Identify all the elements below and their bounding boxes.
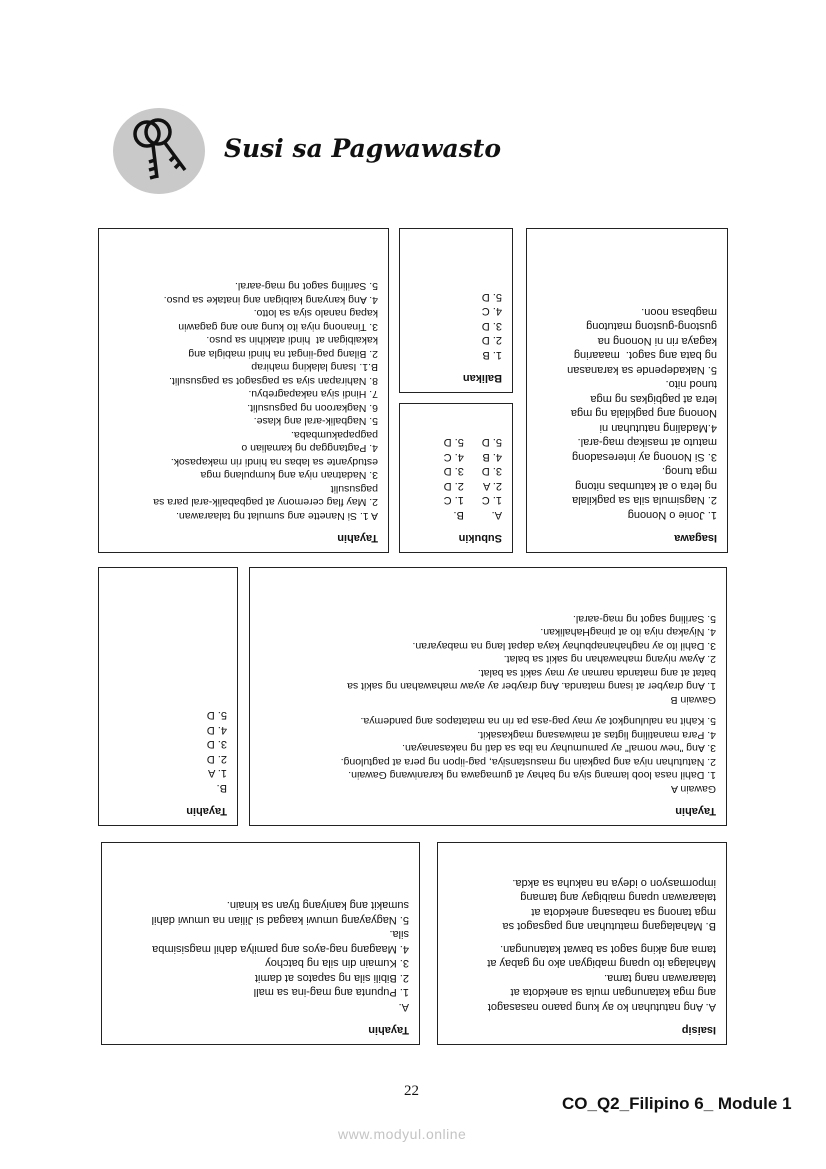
answer-line: B.1. Isang lalaking mahirap: [251, 361, 378, 374]
section-heading: Tayahin: [675, 805, 716, 817]
answer-line: 1. C: [443, 494, 464, 507]
answer-line: [260, 706, 716, 714]
answer-line: 2. Natutuhan niya ang pagkain ng masustansiya, pag-iipon ng pera at pagtulong.: [340, 756, 716, 768]
isaisip-answer-box: [437, 842, 727, 1045]
answer-line: 4.Madaling natutuhan ni: [599, 422, 717, 434]
answer-line: 2. Bilang pag-iingat na hindi mabigla ang: [188, 348, 378, 360]
answer-line: B. Mahalagang matutuhan ang pagsagot sa: [502, 920, 716, 933]
answer-line: 5. D: [481, 291, 502, 303]
answer-line: Gawain A: [671, 783, 716, 795]
answer-line: 5. D: [206, 709, 227, 722]
keys-icon: [113, 108, 205, 194]
answer-line: estudyante sa labas na hindi rin makapasok.: [170, 456, 378, 468]
answer-line: 2. D: [443, 480, 464, 492]
page-number: 22: [404, 1083, 419, 1099]
answer-line: 6. Nagkaroon ng pagsusulit.: [247, 402, 378, 414]
section-heading: Tayahin: [368, 1024, 409, 1036]
answer-line: 4. B: [482, 451, 502, 463]
answer-line: 4. C: [443, 451, 464, 463]
answer-line: ang mga katanungan mula sa anekdota at: [510, 986, 716, 999]
answer-line: ng bata ang sagot. maaaring: [573, 349, 717, 362]
answer-line: matuto at masikap mag-aral.: [577, 436, 717, 449]
section-heading: Tayahin: [337, 532, 378, 544]
answer-line: [448, 934, 716, 942]
section-heading: Tayahin: [186, 805, 227, 817]
answer-line: 5. Sariling sagot ng mag-aaral.: [235, 280, 378, 293]
answer-line: 2. Nagsimula sila sa pagkilala: [572, 494, 717, 507]
answer-line: 5. Nakadepende sa karanasan: [567, 364, 717, 376]
answer-line: gustong-gustong matutong: [586, 320, 717, 333]
answer-line: 3. Kumain din sila ng batchoy: [265, 957, 409, 970]
answer-line: sumakit ang kaniyang tiyan sa kinain.: [226, 899, 409, 912]
answer-line: 3. D: [443, 465, 464, 478]
tayahin-answer-box-bottom: [101, 842, 420, 1045]
answer-line: 4. Maagang nag-ayos ang pamilya dahil magsisimba: [152, 943, 409, 955]
answer-line: pagsusulit: [330, 483, 378, 495]
page-title: Susi sa Pagwawasto: [224, 134, 502, 163]
answer-line: mga tanong sa nabasang anekdota at: [531, 906, 716, 918]
answer-line: 2. A: [483, 480, 502, 492]
answer-line: talaarawan upang maibigay ang tamang: [520, 891, 716, 904]
section-heading: Subukin: [458, 532, 502, 544]
answer-line: pagpapakumbaba.: [291, 429, 378, 441]
answer-line: 1. C: [481, 494, 502, 507]
answer-line: A.: [491, 509, 502, 521]
answer-line: 1. Dahil nasa loob lamang siya ng bahay at gumagawa ng karaniwang Gawain.: [348, 769, 716, 782]
section-heading: Isaisip: [681, 1024, 716, 1036]
watermark: www.modyul.online: [338, 1126, 467, 1142]
answer-line: sila.: [389, 928, 409, 941]
section-heading: Isagawa: [674, 532, 717, 544]
answer-line: 4. Pagtanggap ng kamalian o: [241, 442, 378, 455]
tayahin-answer-box-narrow: [98, 567, 238, 826]
answer-line: impormasyon o ideya na nakuha sa akda.: [512, 877, 716, 889]
module-code: CO_Q2_Filipino 6_ Module 1: [562, 1094, 792, 1113]
answer-line: 5. Kahit na nalulungkot ay may pag-asa pa rin na matatapos ang pandemya.: [360, 715, 716, 728]
answer-line: 4. Niyakap niya ito at pinagHahalikan.: [540, 626, 716, 639]
answer-line: kakaibigan at hindi atakihin sa puso.: [206, 334, 378, 347]
answer-line: 1. A: [208, 767, 227, 780]
answer-line: A 1. Si Nanette ang sumulat ng talaarawan.: [176, 510, 378, 522]
tayahin-answer-box-top: [98, 228, 389, 553]
answer-line: kapag nanalo siya sa lotto.: [253, 307, 378, 320]
answer-line: 3. Dahil ito ay naghahanapbuhay kaya dapat lang na mabayaran.: [412, 640, 716, 652]
answer-line: 3. D: [481, 465, 502, 478]
answer-line: A.: [398, 1001, 409, 1013]
answer-line: 3. D: [206, 738, 227, 751]
answer-line: 3. Si Nonong ay interesadong: [572, 451, 717, 463]
answer-line: 4. Ang kanyang kaibigan ang inatake sa puso.: [163, 294, 378, 306]
subukin-answer-box: [399, 403, 513, 553]
answer-line: 1. Jonie o Nonong: [627, 509, 717, 521]
answer-line: 3. Ang "new nomal" ay pamumuhay na iba sa dati ng nakasanayan.: [402, 742, 716, 755]
answer-line: magbasa noon.: [641, 306, 717, 318]
answer-line: 4. Para manatiling ligtas at maiwasang magkasakit.: [477, 729, 716, 741]
answer-line: A. Ang natutuhan ko ay kung paano nasasagot: [487, 1001, 716, 1013]
answer-line: Mahalaga ito upang mabigyan ako ng gabay at: [487, 957, 716, 970]
answer-line: tama ang aking sagot sa bawat katanungan.: [500, 943, 716, 955]
answer-line: 3. Nadatnan niya ang kumpulang mga: [200, 469, 378, 482]
answer-line: 1. B: [482, 349, 502, 361]
answer-line: kagaya rin ni Nonong na: [597, 335, 717, 347]
answer-line: 2. Bibili sila ng sapatos at damit: [254, 972, 409, 984]
answer-line: 1. Ang drayber at isang matanda. Ang drayber ay ayaw mahawahan ng sakit sa: [347, 680, 716, 693]
answer-line: ng letra o at katumbas nitong: [575, 480, 717, 492]
answer-line: 5. D: [481, 436, 502, 449]
answer-line: B.: [453, 509, 464, 521]
answer-line: B.: [216, 782, 227, 794]
balikan-answer-box: [399, 228, 513, 393]
answer-line: 7. Hindi siya nakapagrebyu.: [248, 388, 378, 401]
answer-line: tunod nito.: [665, 378, 717, 391]
tayahin-answer-box-middle: [249, 567, 727, 826]
answer-line: Gawain B: [670, 694, 716, 706]
answer-line: 5. D: [443, 436, 464, 449]
answer-line: letra at pagbigkas ng mga: [590, 393, 717, 405]
answer-line: 3. D: [481, 320, 502, 332]
answer-line: 2. D: [206, 753, 227, 765]
answer-line: 1. Pupunta ang mag-ina sa mall: [253, 986, 409, 999]
answer-line: 5. Sariling sagot ng mag-aaral.: [573, 613, 716, 625]
answer-line: 2. Ayaw niyang mahawahan ng sakit sa balat.: [503, 653, 716, 666]
answer-line: 5. Nagyayang umuwi kaagad si Jilian na umuwi dahil: [151, 914, 409, 926]
isagawa-answer-box: [526, 228, 728, 553]
answer-line: talaarawan nang tama.: [604, 972, 716, 984]
keys-logo: [113, 108, 205, 194]
answer-line: 2. May flag ceremony at pagbabalik-aral para sa: [153, 496, 378, 509]
section-heading: Balikan: [462, 372, 502, 384]
answer-line: 4. C: [481, 305, 502, 318]
answer-line: mga tunog.: [661, 465, 717, 478]
answer-line: 2. D: [481, 334, 502, 347]
answer-line: batat at ang matanda naman ay may sakit sa balat.: [477, 667, 716, 679]
answer-line: 4. D: [206, 724, 227, 736]
answer-line: 3. Tinanong niya ito kung ano ang gagawin: [178, 321, 378, 333]
answer-line: 5. Nagbalik-aral ang klase.: [253, 415, 378, 428]
answer-line: Nonong ang pagkilala ng mga: [570, 407, 717, 420]
answer-line: 8. Nahirapan siya sa pagsagot sa pagsusulit.: [169, 375, 378, 387]
